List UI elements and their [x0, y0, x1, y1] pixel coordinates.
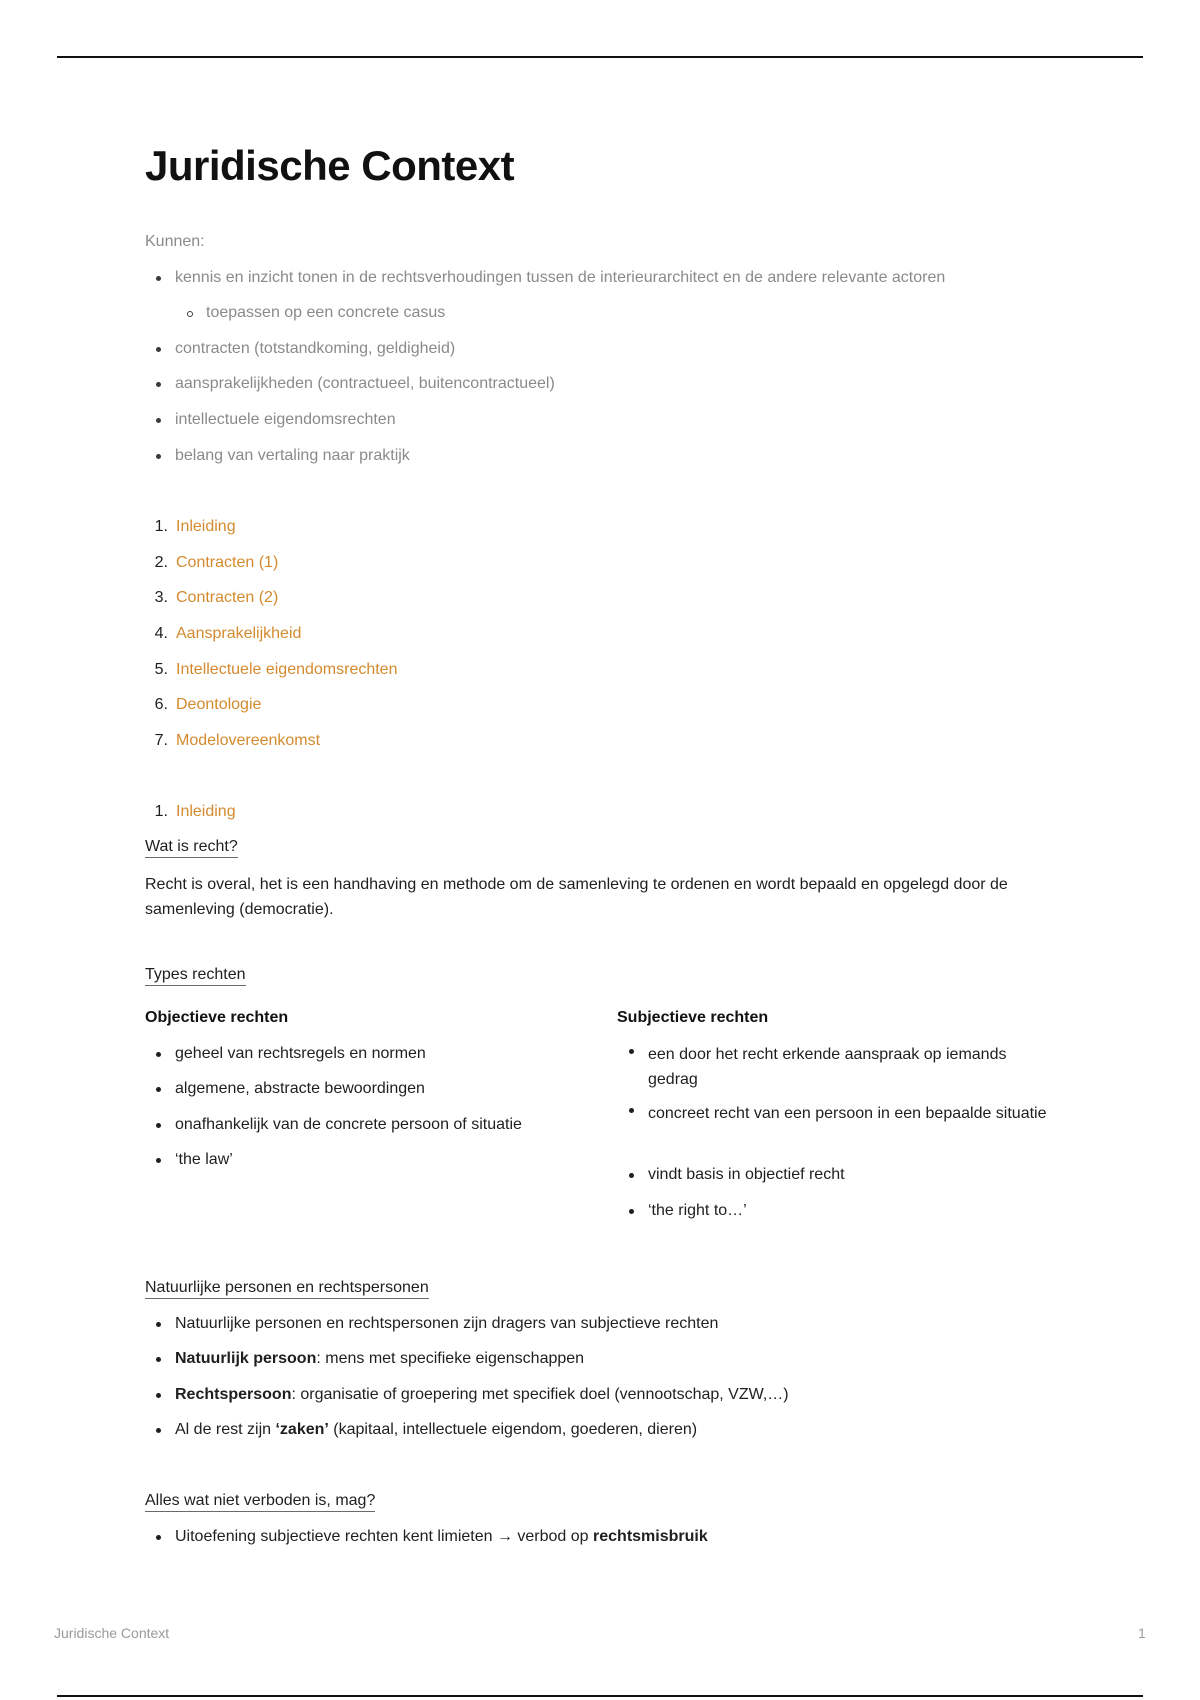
term-bold: rechtsmisbruik: [593, 1528, 708, 1545]
personen-item: [175, 1350, 584, 1368]
toc-link[interactable]: Aansprakelijkheid: [176, 625, 302, 642]
toc-item-3[interactable]: [154, 589, 279, 607]
footer-page-number: 1: [1138, 1625, 1146, 1641]
objectieve-rechten-title: Objectieve rechten: [145, 1009, 289, 1026]
toc-number: 1.: [154, 518, 168, 535]
toc-item-7[interactable]: [154, 732, 321, 750]
subjective-item: concreet recht van een persoon in een bepaalde situatie: [648, 1101, 1058, 1126]
term-bold: ‘zaken’: [275, 1421, 329, 1438]
objective-item: ‘the law’: [175, 1151, 233, 1168]
subjectieve-rechten-title: Subjectieve rechten: [617, 1009, 769, 1026]
toc-link[interactable]: Contracten (2): [176, 589, 279, 606]
toc-item-4[interactable]: [154, 625, 302, 643]
term-bold: Natuurlijk persoon: [175, 1350, 317, 1367]
subjective-item: ‘the right to…’: [648, 1202, 747, 1219]
toc-number: 5.: [154, 661, 168, 678]
footer-title: Juridische Context: [54, 1625, 170, 1641]
toc-number: 6.: [154, 696, 168, 713]
section-heading-inleiding[interactable]: [154, 803, 236, 821]
types-rechten-heading: Types rechten: [145, 966, 246, 986]
toc-link[interactable]: Inleiding: [176, 518, 236, 535]
toc-link[interactable]: Contracten (1): [176, 554, 279, 571]
subjective-item: vindt basis in objectief recht: [648, 1166, 845, 1183]
goal-subitem: toepassen op een concrete casus: [206, 304, 446, 321]
toc-number: 7.: [154, 732, 168, 749]
toc-number: 3.: [154, 589, 168, 606]
verboden-heading: Alles wat niet verboden is, mag?: [145, 1492, 375, 1512]
personen-item: [175, 1421, 697, 1439]
toc-link[interactable]: Modelovereenkomst: [176, 732, 321, 749]
text-pre: Al de rest zijn: [175, 1421, 276, 1438]
goal-item: kennis en inzicht tonen in de rechtsverhoudingen tussen de interieurarchitect en de andere relevante actoren: [175, 269, 946, 286]
text-rest: (kapitaal, intellectuele eigendom, goederen, dieren): [328, 1421, 698, 1438]
personen-item: Natuurlijke personen en rechtspersonen zijn dragers van subjectieve rechten: [175, 1315, 719, 1332]
toc-link[interactable]: Deontologie: [176, 696, 262, 713]
toc-item-6[interactable]: [154, 696, 262, 714]
objective-item: geheel van rechtsregels en normen: [175, 1045, 426, 1062]
goal-item: aansprakelijkheden (contractueel, buitencontractueel): [175, 375, 555, 392]
term-bold: Rechtspersoon: [175, 1386, 292, 1403]
section-link[interactable]: Inleiding: [176, 803, 236, 820]
objective-item: algemene, abstracte bewoordingen: [175, 1080, 425, 1097]
toc-item-1[interactable]: [154, 518, 236, 536]
wat-is-recht-heading: Wat is recht?: [145, 838, 238, 858]
term-definition: : organisatie of groepering met specifiek doel (vennootschap, VZW,…): [291, 1386, 789, 1403]
wat-is-recht-text: Recht is overal, het is een handhaving en methode om de samenleving te ordenen en wordt bepaald en opgelegd door de samenleving (democratie).: [145, 876, 1008, 918]
verboden-item: [175, 1528, 708, 1546]
kunnen-label: Kunnen:: [145, 233, 205, 250]
section-number: 1.: [154, 803, 168, 820]
subjective-item: een door het recht erkende aanspraak op iemands gedrag: [648, 1042, 1058, 1092]
toc-item-5[interactable]: [154, 661, 398, 679]
toc-link[interactable]: Intellectuele eigendomsrechten: [176, 661, 398, 678]
term-definition: : mens met specifieke eigenschappen: [316, 1350, 585, 1367]
objective-item: onafhankelijk van de concrete persoon of situatie: [175, 1116, 522, 1133]
bottom-rule: [57, 1695, 1143, 1697]
personen-item: [175, 1386, 789, 1404]
goal-item: belang van vertaling naar praktijk: [175, 447, 410, 464]
text-pre: Uitoefening subjectieve rechten kent limieten → verbod op: [175, 1528, 594, 1545]
goal-item: contracten (totstandkoming, geldigheid): [175, 340, 456, 357]
page-title: Juridische Context: [145, 142, 515, 189]
top-rule: [57, 56, 1143, 58]
toc-number: 4.: [154, 625, 168, 642]
personen-heading: Natuurlijke personen en rechtspersonen: [145, 1279, 429, 1299]
toc-number: 2.: [154, 554, 168, 571]
toc-item-2[interactable]: [154, 554, 279, 572]
goal-item: intellectuele eigendomsrechten: [175, 411, 396, 428]
